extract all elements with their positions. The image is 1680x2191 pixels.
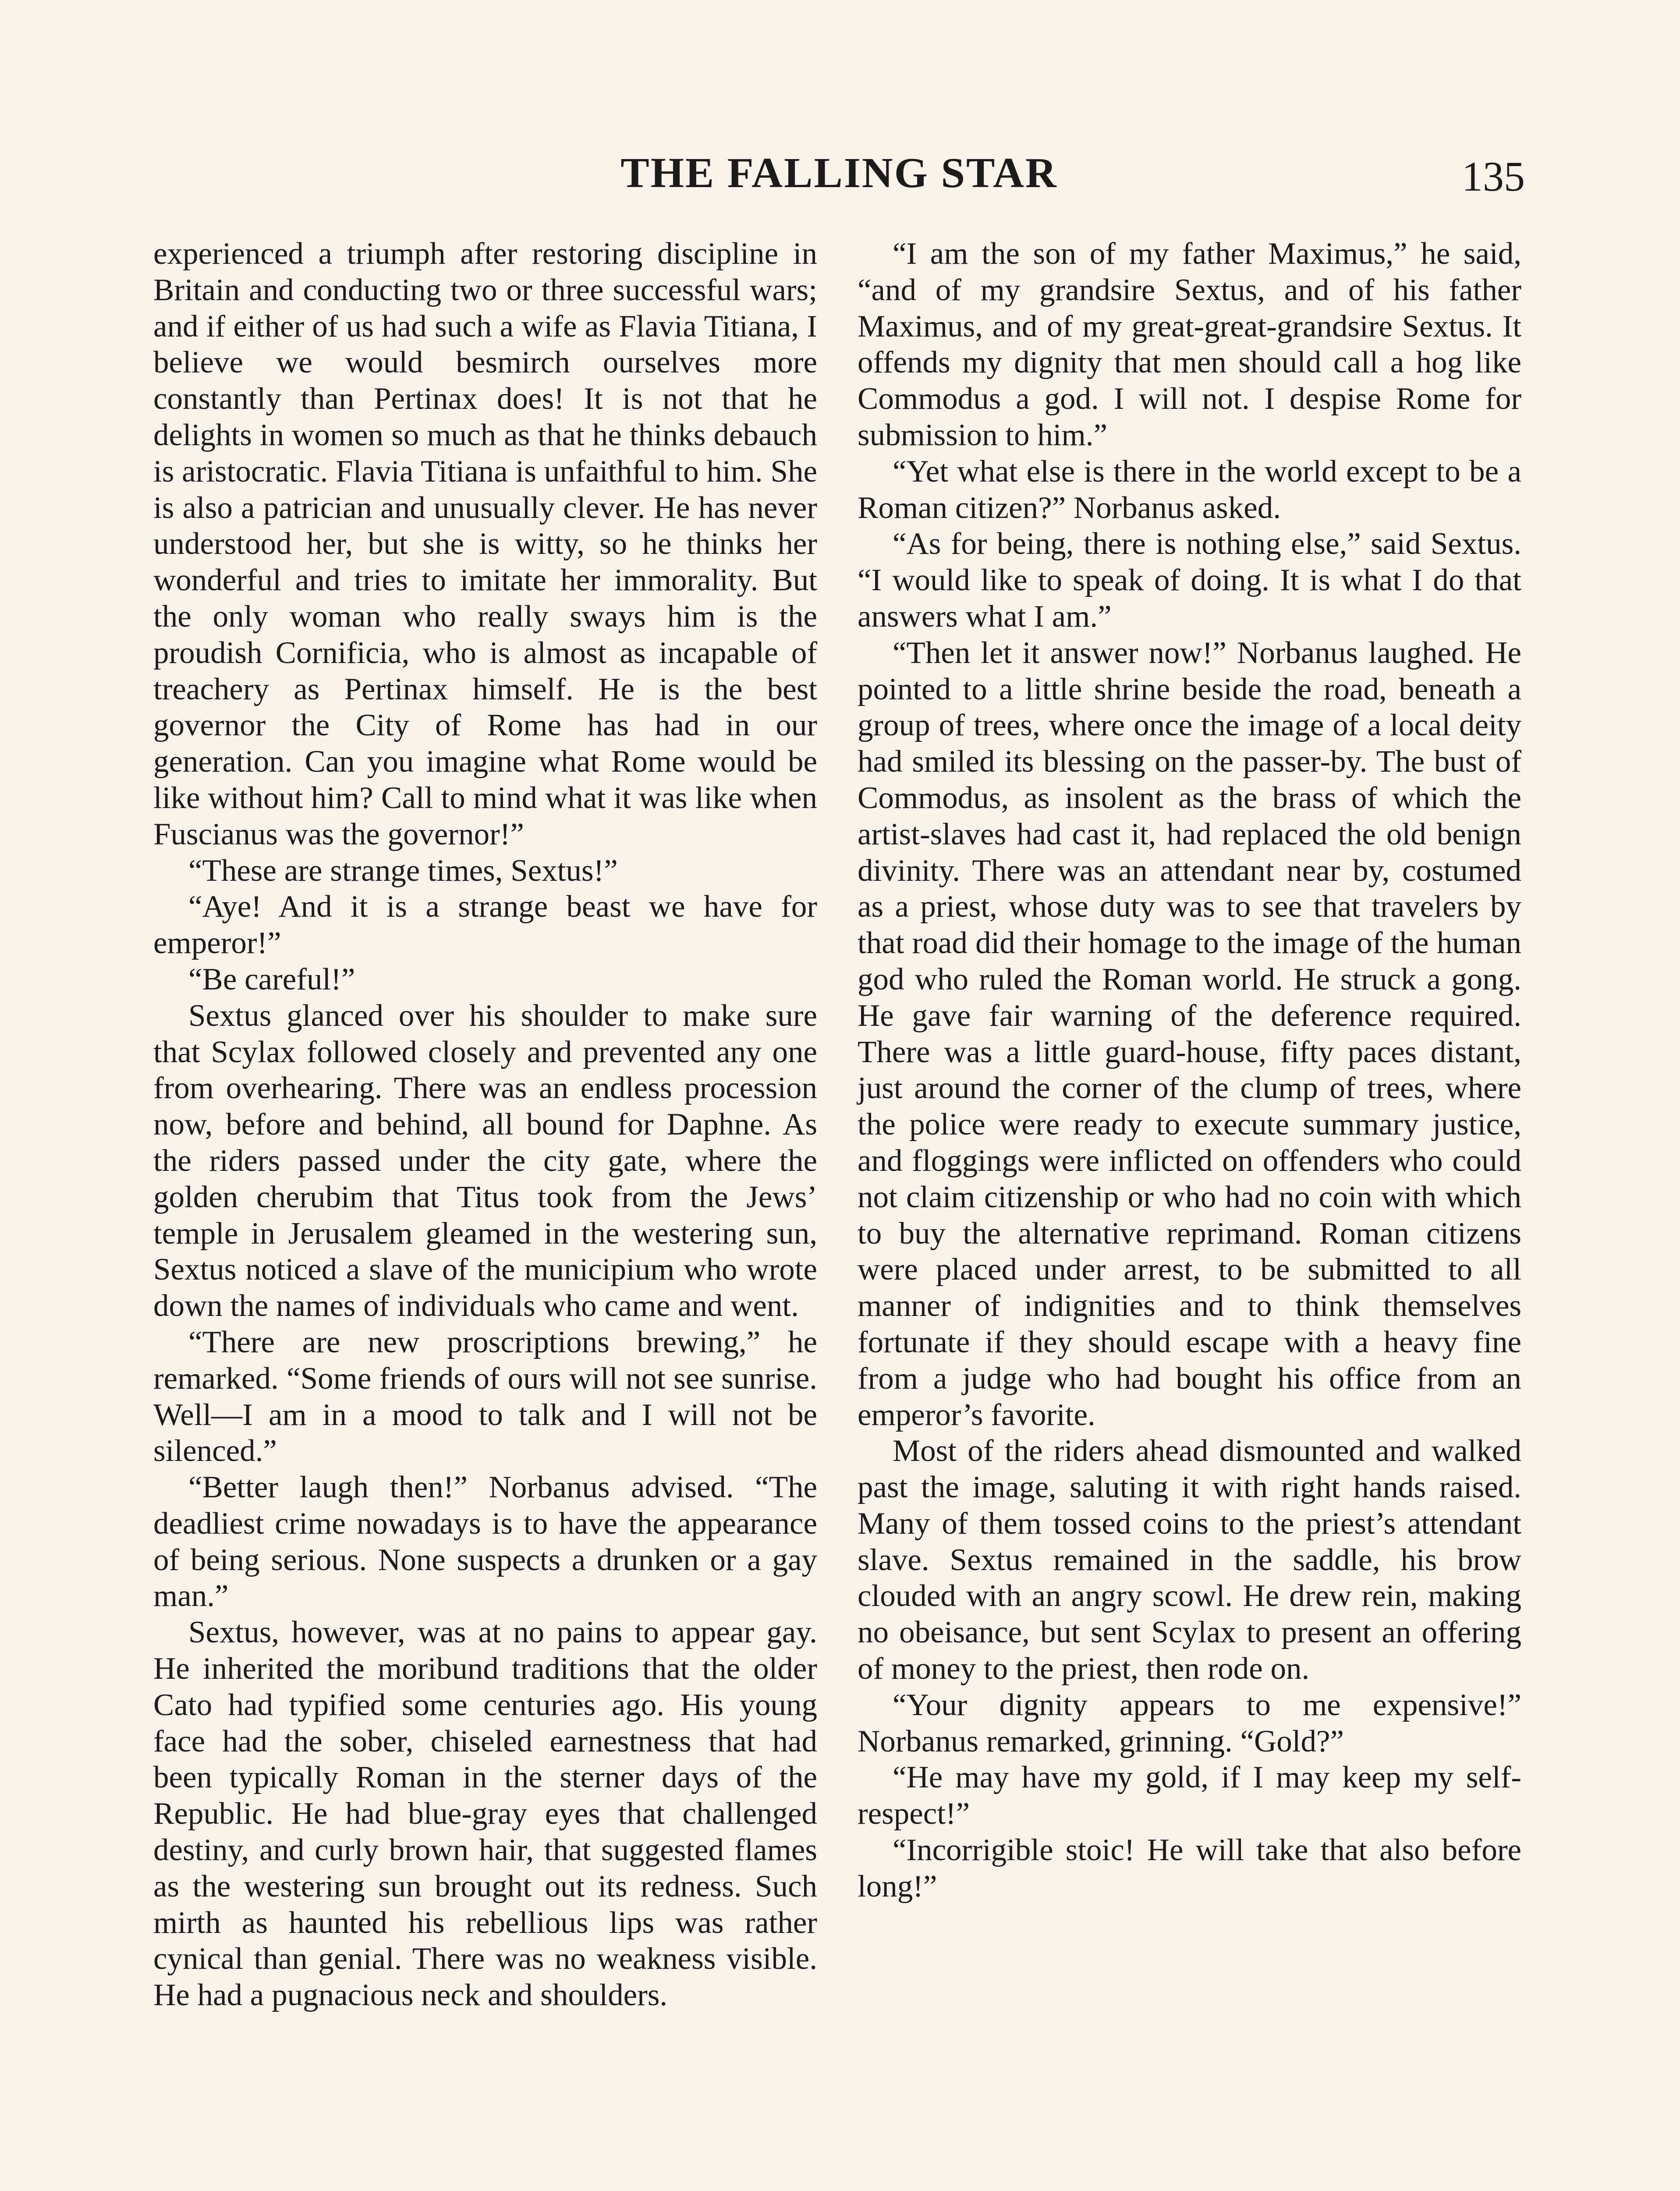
- right-column: [858, 236, 1521, 1905]
- paragraph: “Be careful!”: [188, 962, 355, 996]
- page-number: 135: [1462, 153, 1525, 200]
- paragraph: “He may have my gold, if I may keep my self-respect!”: [858, 1760, 1521, 1831]
- paragraph: “Aye! And it is a strange beast we have for emperor!”: [153, 890, 817, 961]
- paragraph: “Yet what else is there in the world except to be a Roman citizen?” Norbanus asked.: [858, 454, 1521, 525]
- paragraph: “I am the son of my father Maximus,” he said, “and of my grandsire Sextus, and of his father Maximus, and of my great-great-grandsire Sextus. It offends my dignity that men should call a hog like Commodus a god. I will not. I despise Rome for submission to him.”: [858, 237, 1521, 452]
- paragraph: “These are strange times, Sextus!”: [188, 853, 618, 888]
- left-column: [153, 236, 817, 2014]
- paragraph: “Better laugh then!” Norbanus advised. “The deadliest crime nowadays is to have the appearance of being serious. None suspects a drunken or a gay man.”: [153, 1470, 817, 1613]
- paragraph: “Your dignity appears to me expensive!” Norbanus remarked, grinning. “Gold?”: [858, 1688, 1521, 1758]
- page-header: [153, 142, 1525, 204]
- paragraph: “As for being, there is nothing else,” said Sextus. “I would like to speak of doing. It is what I do that answers what I am.”: [858, 527, 1521, 634]
- paragraph: “Then let it answer now!” Norbanus laughed. He pointed to a little shrine beside the road, beneath a group of trees, where once the image of a local deity had smiled its blessing on the passer-by. The bust of Commodus, as insolent as the brass of which the artist-slaves had cast it, had replaced the old benign divinity. There was an attendant near by, costumed as a priest, whose duty was to see that travelers by that road did their homage to the image of the human god who ruled the Roman world. He struck a gong. He gave fair warning of the deference required. There was a little guard-house, fifty paces distant, just around the corner of the clump of trees, where the police were ready to execute summary justice, and floggings were inflicted on offenders who could not claim citizenship or who had no coin with which to buy the alternative reprimand. Roman citizens were placed under arrest, to be submitted to all manner of indignities and to think themselves fortunate if they should escape with a heavy fine from a judge who had bought his office from an emperor’s favorite.: [858, 635, 1521, 1432]
- paragraph: Sextus glanced over his shoulder to make sure that Scylax followed closely and prevented any one from overhearing. There was an endless procession now, before and behind, all bound for Daphne. As the riders passed under the city gate, where the golden cherubim that Titus took from the Jews’ temple in Jerusalem gleamed in the westering sun, Sextus noticed a slave of the municipium who wrote down the names of individuals who came and went.: [153, 998, 817, 1323]
- paragraph: “There are new proscriptions brewing,” he remarked. “Some friends of ours will not see sunrise. Well—I am in a mood to talk and I will not be silenced.”: [153, 1325, 817, 1468]
- paragraph: Sextus, however, was at no pains to appear gay. He inherited the moribund traditions that the older Cato had typified some centuries ago. His young face had the sober, chiseled earnestness that had been typically Roman in the sterner days of the Republic. He had blue-gray eyes that challenged destiny, and curly brown hair, that suggested flames as the westering sun brought out its redness. Such mirth as haunted his rebellious lips was rather cynical than genial. There was no weakness visible. He had a pugnacious neck and shoulders.: [153, 1615, 817, 2013]
- paragraph: Most of the riders ahead dismounted and walked past the image, saluting it with right hands raised. Many of them tossed coins to the priest’s attendant slave. Sextus remained in the saddle, his brow clouded with an angry scowl. He drew rein, making no obeisance, but sent Scylax to present an offering of money to the priest, then rode on.: [858, 1434, 1521, 1686]
- paragraph: experienced a triumph after restoring discipline in Britain and conducting two or three successful wars; and if either of us had such a wife as Flavia Titiana, I believe we would besmirch ourselves more constantly than Pertinax does! It is not that he delights in women so much as that he thinks debauch is aristocratic. Flavia Titiana is unfaithful to him. She is also a patrician and unusually clever. He has never understood her, but she is witty, so he thinks her wonderful and tries to imitate her immorality. But the only woman who really sways him is the proudish Cornificia, who is almost as incapable of treachery as Pertinax himself. He is the best governor the City of Rome has had in our generation. Can you imagine what Rome would be like without him? Call to mind what it was like when Fuscianus was the governor!”: [153, 237, 817, 851]
- paragraph: “Incorrigible stoic! He will take that also before long!”: [858, 1833, 1521, 1904]
- running-title: THE FALLING STAR: [620, 149, 1058, 197]
